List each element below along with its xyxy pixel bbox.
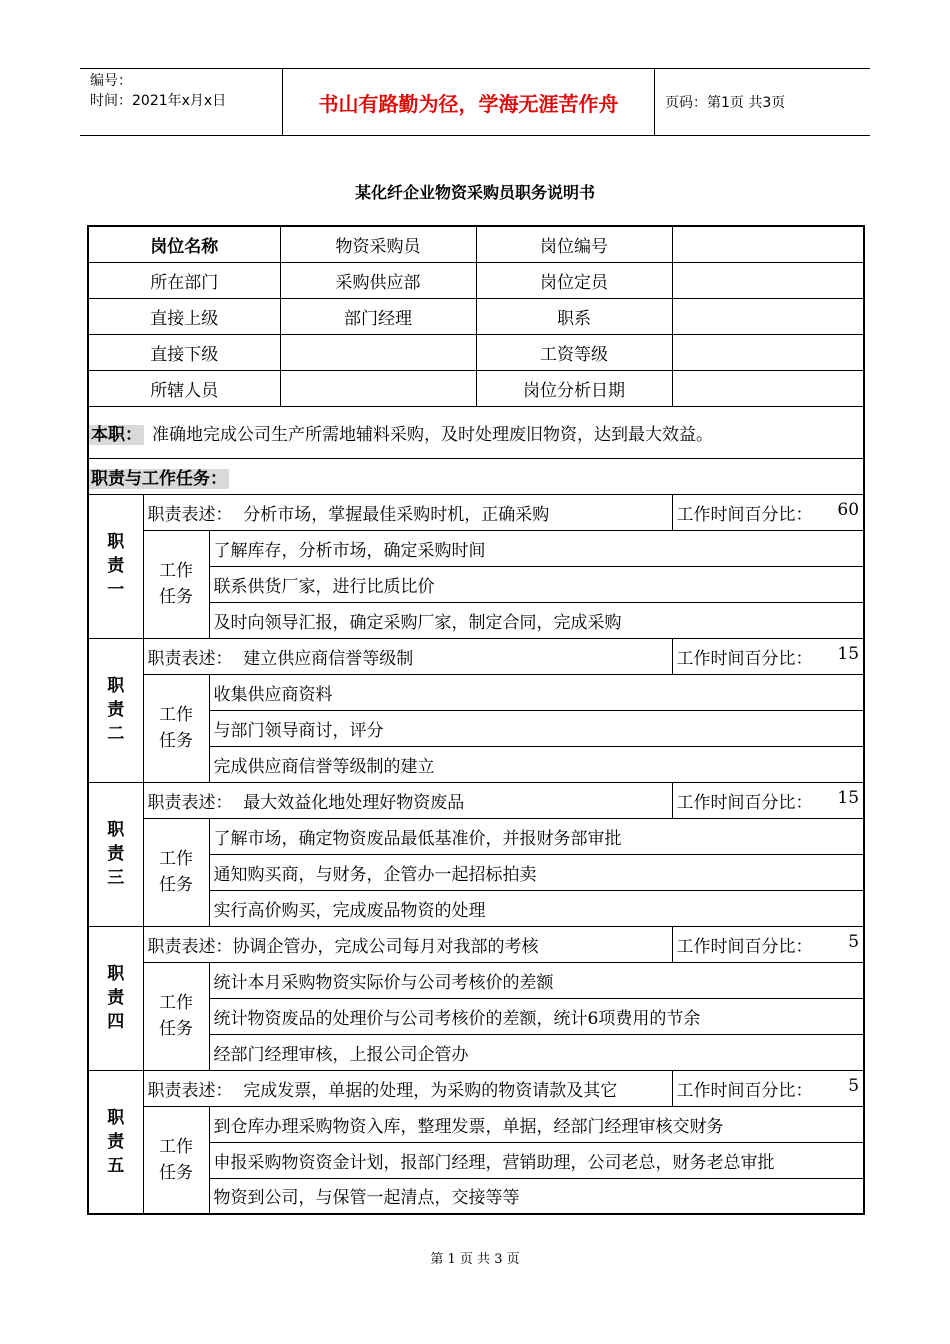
duties-heading-cell xyxy=(88,458,864,494)
time-percent-value: 15 xyxy=(837,787,860,808)
time-percent-value: 5 xyxy=(848,931,860,952)
duty-description xyxy=(143,782,672,818)
info-value: 部门经理 xyxy=(280,298,476,334)
duty-description-row xyxy=(88,926,864,962)
info-label: 岗位名称 xyxy=(88,226,280,262)
task-item: 统计本月采购物资实际价与公司考核价的差额 xyxy=(209,962,864,998)
info-label: 岗位编号 xyxy=(476,226,672,262)
info-row xyxy=(88,262,864,298)
duty-description-row xyxy=(88,782,864,818)
page-header xyxy=(80,68,870,136)
core-duty-row xyxy=(88,406,864,458)
duty-description xyxy=(143,638,672,674)
task-label xyxy=(143,818,209,926)
duty-description xyxy=(143,926,672,962)
info-value xyxy=(280,334,476,370)
header-meta xyxy=(80,69,283,135)
info-row xyxy=(88,370,864,406)
task-label xyxy=(143,674,209,782)
info-value xyxy=(672,298,864,334)
task-item: 完成供应商信誉等级制的建立 xyxy=(209,746,864,782)
info-label: 所在部门 xyxy=(88,262,280,298)
duties-heading: 职责与工作任务： xyxy=(91,468,227,489)
info-label: 工资等级 xyxy=(476,334,672,370)
task-label-text: 工作任务 xyxy=(159,849,193,895)
duty-time-percent xyxy=(672,638,864,674)
duty-description-text: 最大效益化地处理好物资废品 xyxy=(232,792,465,813)
task-item: 与部门领导商讨，评分 xyxy=(209,710,864,746)
task-row xyxy=(88,962,864,998)
time-percent-label: 工作时间百分比： xyxy=(676,1080,813,1101)
duty-description-text: 分析市场，掌握最佳采购时机，正确采购 xyxy=(232,504,550,525)
task-label-text: 工作任务 xyxy=(159,705,193,751)
duty-time-percent xyxy=(672,782,864,818)
task-label-text: 工作任务 xyxy=(159,1136,193,1183)
time-percent-label: 工作时间百分比： xyxy=(676,936,813,957)
core-duty-label: 本职： xyxy=(91,424,142,445)
duty-description-label: 职责表述： xyxy=(147,936,233,957)
task-item: 申报采购物资资金计划，报部门经理，营销助理，公司老总，财务老总审批 xyxy=(209,1142,864,1178)
time-percent-label: 工作时间百分比： xyxy=(676,504,813,525)
duty-description xyxy=(143,494,672,530)
task-item: 到仓库办理采购物资入库，整理发票，单据，经部门经理审核交财务 xyxy=(209,1106,864,1142)
info-row xyxy=(88,298,864,334)
core-duty-cell xyxy=(88,406,864,458)
header-motto: 书山有路勤为径，学海无涯苦作舟 xyxy=(283,69,655,135)
task-item: 通知购买商，与财务，企管办一起招标拍卖 xyxy=(209,854,864,890)
info-label: 直接下级 xyxy=(88,334,280,370)
info-label: 岗位分析日期 xyxy=(476,370,672,406)
duty-name-text: 职责四 xyxy=(107,964,125,1032)
time-percent-label: 工作时间百分比： xyxy=(676,792,813,813)
info-value xyxy=(672,370,864,406)
duty-name xyxy=(88,926,143,1070)
duty-description-label: 职责表述： xyxy=(147,792,233,813)
duties-heading-row xyxy=(88,458,864,494)
duty-description xyxy=(143,1070,672,1106)
time-percent-value: 15 xyxy=(837,643,860,664)
duty-description-label: 职责表述： xyxy=(147,1080,233,1101)
task-item: 实行高价购买，完成废品物资的处理 xyxy=(209,890,864,926)
duty-description-text: 协调企管办，完成公司每月对我部的考核 xyxy=(232,936,539,957)
time-percent-value: 60 xyxy=(837,499,860,520)
info-label: 直接上级 xyxy=(88,298,280,334)
duty-name xyxy=(88,782,143,926)
duty-name-text: 职责五 xyxy=(107,1107,125,1176)
duty-name xyxy=(88,1070,143,1214)
duty-description-label: 职责表述： xyxy=(147,648,233,669)
task-label xyxy=(143,962,209,1070)
task-label-text: 工作任务 xyxy=(159,993,193,1039)
duty-description-row xyxy=(88,494,864,530)
info-value: 物资采购员 xyxy=(280,226,476,262)
info-value: 采购供应部 xyxy=(280,262,476,298)
duty-time-percent xyxy=(672,494,864,530)
task-label xyxy=(143,1106,209,1214)
info-value xyxy=(672,334,864,370)
duty-description-row xyxy=(88,638,864,674)
duty-description-text: 完成发票，单据的处理，为采购的物资请款及其它 xyxy=(232,1080,618,1101)
page-footer: 第 1 页 共 3 页 xyxy=(430,1252,520,1267)
duty-time-percent xyxy=(672,1070,864,1106)
info-row xyxy=(88,226,864,262)
header-page-info: 页码：第1页 共3页 xyxy=(665,95,786,111)
task-row xyxy=(88,1106,864,1142)
duty-time-percent xyxy=(672,926,864,962)
info-row xyxy=(88,334,864,370)
task-row xyxy=(88,530,864,566)
task-item: 了解市场，确定物资废品最低基准价，并报财务部审批 xyxy=(209,818,864,854)
info-label: 职系 xyxy=(476,298,672,334)
document-date: 时间：2021年x月x日 xyxy=(90,93,227,109)
duty-name-text: 职责一 xyxy=(107,532,125,600)
task-row xyxy=(88,818,864,854)
duty-name xyxy=(88,638,143,782)
info-value xyxy=(280,370,476,406)
duty-name-text: 职责二 xyxy=(107,676,125,744)
task-row xyxy=(88,674,864,710)
duty-name xyxy=(88,494,143,638)
document-title: 某化纤企业物资采购员职务说明书 xyxy=(354,183,595,202)
task-label-text: 工作任务 xyxy=(159,561,193,607)
duty-name-text: 职责三 xyxy=(107,820,125,888)
task-item: 联系供货厂家，进行比质比价 xyxy=(209,566,864,602)
task-item: 经部门经理审核，上报公司企管办 xyxy=(209,1034,864,1070)
time-percent-label: 工作时间百分比： xyxy=(676,648,813,669)
duty-description-label: 职责表述： xyxy=(147,504,233,525)
duty-description-row xyxy=(88,1070,864,1106)
task-item: 统计物资废品的处理价与公司考核价的差额，统计6项费用的节余 xyxy=(209,998,864,1034)
info-label: 所辖人员 xyxy=(88,370,280,406)
document-number-label: 编号： xyxy=(90,73,132,89)
duty-description-text: 建立供应商信誉等级制 xyxy=(232,648,414,669)
task-label xyxy=(143,530,209,638)
info-value xyxy=(672,226,864,262)
core-duty-text: 准确地完成公司生产所需地辅料采购，及时处理废旧物资，达到最大效益。 xyxy=(152,424,713,445)
task-item: 了解库存，分析市场，确定采购时间 xyxy=(209,530,864,566)
info-value xyxy=(672,262,864,298)
time-percent-value: 5 xyxy=(848,1075,860,1096)
task-item: 收集供应商资料 xyxy=(209,674,864,710)
info-label: 岗位定员 xyxy=(476,262,672,298)
task-item: 物资到公司，与保管一起清点，交接等等 xyxy=(209,1178,864,1214)
task-item: 及时向领导汇报，确定采购厂家，制定合同，完成采购 xyxy=(209,602,864,638)
job-description-table xyxy=(87,225,865,1215)
